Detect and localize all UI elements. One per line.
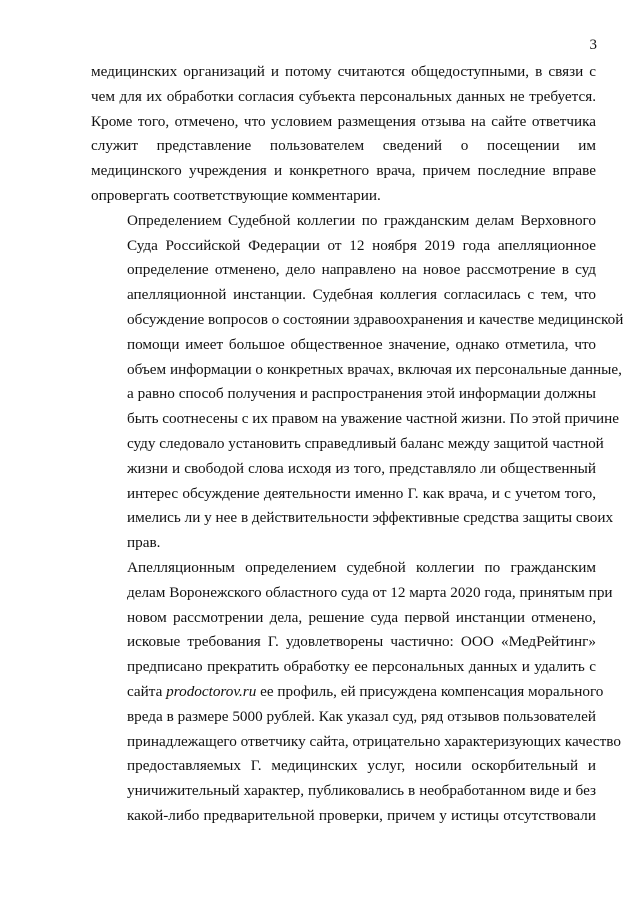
text-line: служит представление пользователем сведений о посещении им	[91, 137, 596, 155]
text-line: сайта prodoctorov.ru ее профиль, ей присуждена компенсация морального	[127, 682, 604, 700]
text-line: Определением Судебной коллегии по гражданским делам Верховного	[127, 211, 596, 229]
text-line: опровергать соответствующие комментарии.	[91, 186, 381, 204]
text-line: принадлежащего ответчику сайта, отрицательно характеризующих качество	[127, 732, 621, 750]
text-line: а равно способ получения и распространения этой информации должны	[127, 385, 596, 403]
text-line: суду следовало установить справедливый баланс между защитой частной	[127, 434, 604, 452]
text-line: исковые требования Г. удовлетворены частично: ООО «МедРейтинг»	[127, 633, 596, 651]
text-line: апелляционной инстанции. Судебная коллегия согласилась с тем, что	[127, 286, 596, 304]
document-body	[91, 60, 624, 829]
text-line: обсуждение вопросов о состоянии здравоохранения и качестве медицинской	[127, 310, 624, 328]
text-line: делам Воронежского областного суда от 12 марта 2020 года, принятым при	[127, 583, 613, 601]
text-line: помощи имеет большое общественное значение, однако отметила, что	[127, 335, 596, 353]
text-line: какой-либо предварительной проверки, причем у истицы отсутствовали	[127, 806, 596, 824]
paragraph	[91, 556, 621, 829]
text-line: определение отменено, дело направлено на новое рассмотрение в суд	[127, 261, 596, 279]
text-line: быть соотнесены с их правом на уважение частной жизни. По этой причине	[127, 410, 619, 428]
page-number: 3	[589, 37, 597, 53]
paragraph	[91, 209, 624, 556]
text-line: новом рассмотрении дела, решение суда первой инстанции отменено,	[127, 608, 596, 626]
text-line: уничижительный характер, публиковались в необработанном виде и без	[127, 782, 596, 800]
text-line: жизни и свободой слова исходя из того, представляло ли общественный	[127, 459, 596, 477]
text-line: прав.	[127, 534, 161, 552]
website-name: prodoctorov.ru	[166, 682, 257, 700]
text-line: Суда Российской Федерации от 12 ноября 2019 года апелляционное	[127, 236, 596, 254]
text-line: медицинских организаций и потому считаются общедоступными, в связи с	[91, 63, 596, 80]
text-line: объем информации о конкретных врачах, включая их персональные данные,	[127, 360, 622, 378]
text-line: имелись ли у нее в действительности эффективные средства защиты своих	[127, 509, 614, 527]
text-line: медицинского учреждения и конкретного врача, причем последние вправе	[91, 162, 596, 180]
paragraph	[91, 60, 596, 209]
text-line: Апелляционным определением судебной коллегии по гражданским	[127, 558, 596, 576]
text-line: вреда в размере 5000 рублей. Как указал суд, ряд отзывов пользователей	[127, 707, 596, 725]
text-line: предоставляемых Г. медицинских услуг, носили оскорбительный и	[127, 757, 596, 775]
text-line: предписано прекратить обработку ее персональных данных и удалить с	[127, 658, 596, 676]
text-line: Кроме того, отмечено, что условием размещения отзыва на сайте ответчика	[91, 112, 596, 130]
text-line: интерес обсуждение деятельности именно Г. как врача, и с учетом того,	[127, 484, 596, 502]
text-line: чем для их обработки согласия субъекта персональных данных не требуется.	[91, 87, 596, 105]
